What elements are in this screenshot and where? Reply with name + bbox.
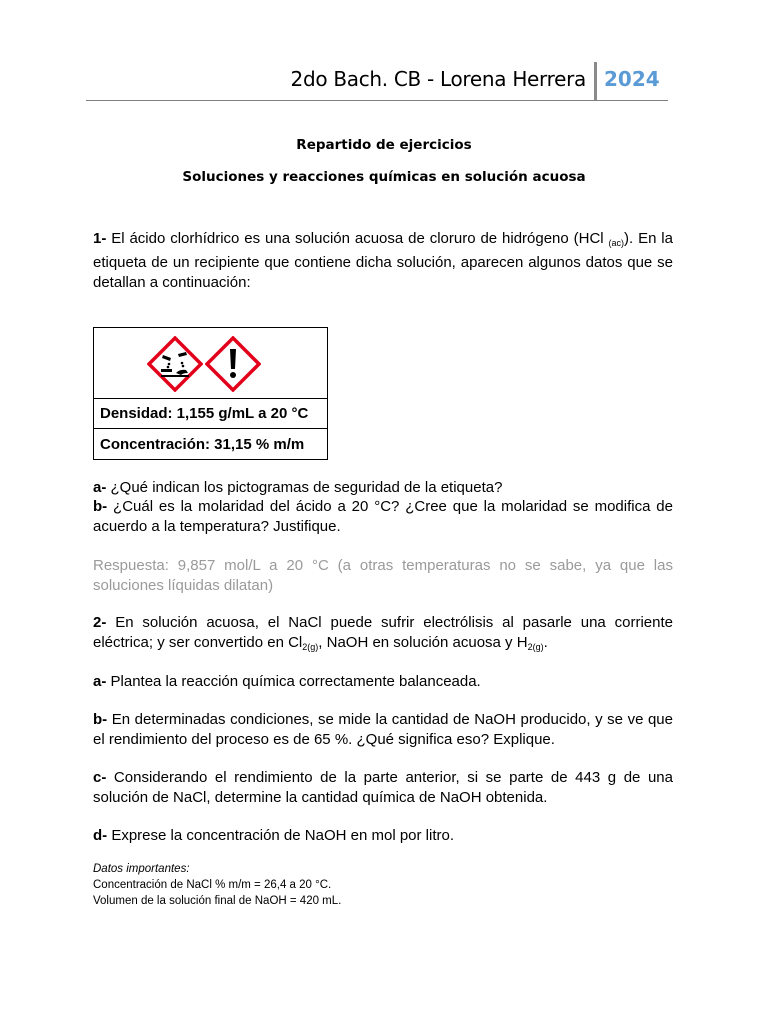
exercise-1-question-a: a- ¿Qué indican los pictogramas de seguridad de la etiqueta? (93, 479, 503, 496)
exercise-2-statement: 2- En solución acuosa, el NaCl puede sufrir electrólisis al pasarle una corriente eléctrica; y ser convertido en $Cl_{2(g)}$, NaOH en solución acuosa y $H_{2(g)}$. (93, 614, 673, 652)
exercise-2-question-c: c- Considerando el rendimiento de la parte anterior, si se parte de 443 g de una solución de NaCl, determine la cantidad química de NaOH obtenida. (93, 769, 673, 806)
data-notes-heading: Datos importantes: (93, 863, 190, 875)
label-density: Densidad: 1,155 g/mL a 20 °C (94, 399, 327, 429)
exclamation-pictogram-icon (205, 336, 261, 392)
cl-subscript: 2(g) (302, 642, 319, 652)
header-year: 2024 (604, 67, 660, 91)
h-subscript: 2(g) (527, 642, 544, 652)
label-concentration: Concentración: 31,15 % m/m (100, 436, 305, 453)
header-title: 2do Bach. CB - Lorena Herrera (290, 67, 586, 91)
exercise-1-number: 1- (93, 230, 107, 247)
corrosive-pictogram-icon (147, 336, 203, 392)
header-divider (594, 62, 597, 100)
exercise-2-question-d: d- Exprese la concentración de NaOH en mol por litro. (93, 827, 455, 844)
exercise-2-number: 2- (93, 614, 107, 631)
hcl-subscript: (ac) (608, 238, 625, 248)
data-note-concentration: Concentración de NaCl % m/m = 26,4 a 20 °C. (93, 879, 332, 891)
hcl-label (93, 327, 328, 460)
exercise-2-question-a: a- Plantea la reacción química correctamente balanceada. (93, 673, 481, 690)
document-title: Repartido de ejercicios (296, 137, 472, 153)
page-header (86, 62, 668, 101)
document-subtitle: Soluciones y reacciones químicas en solución acuosa (182, 169, 586, 185)
pictogram-row (94, 328, 327, 399)
exercise-2-question-b: b- En determinadas condiciones, se mide la cantidad de NaOH producido, y se ve que el rendimiento del proceso es de 65 %. ¿Qué significa eso? Explique. (93, 711, 673, 748)
data-note-volume: Volumen de la solución final de NaOH = 420 mL. (93, 895, 342, 907)
exercise-1-answer: Respuesta: 9,857 mol/L a 20 °C (a otras temperaturas no se sabe, ya que las soluciones líquidas dilatan) (93, 557, 673, 594)
exercise-1-question-b: b- ¿Cuál es la molaridad del ácido a 20 °C? ¿Cree que la molaridad se modifica de acuerdo a la temperatura? Justifique. (93, 498, 673, 535)
exercise-1-statement: 1- El ácido clorhídrico es una solución acuosa de cloruro de hidrógeno (HCl $_{(ac)}$). En la etiqueta de un recipiente que contiene dicha solución, aparecen algunos datos que se detallan a continuación: (93, 230, 673, 291)
